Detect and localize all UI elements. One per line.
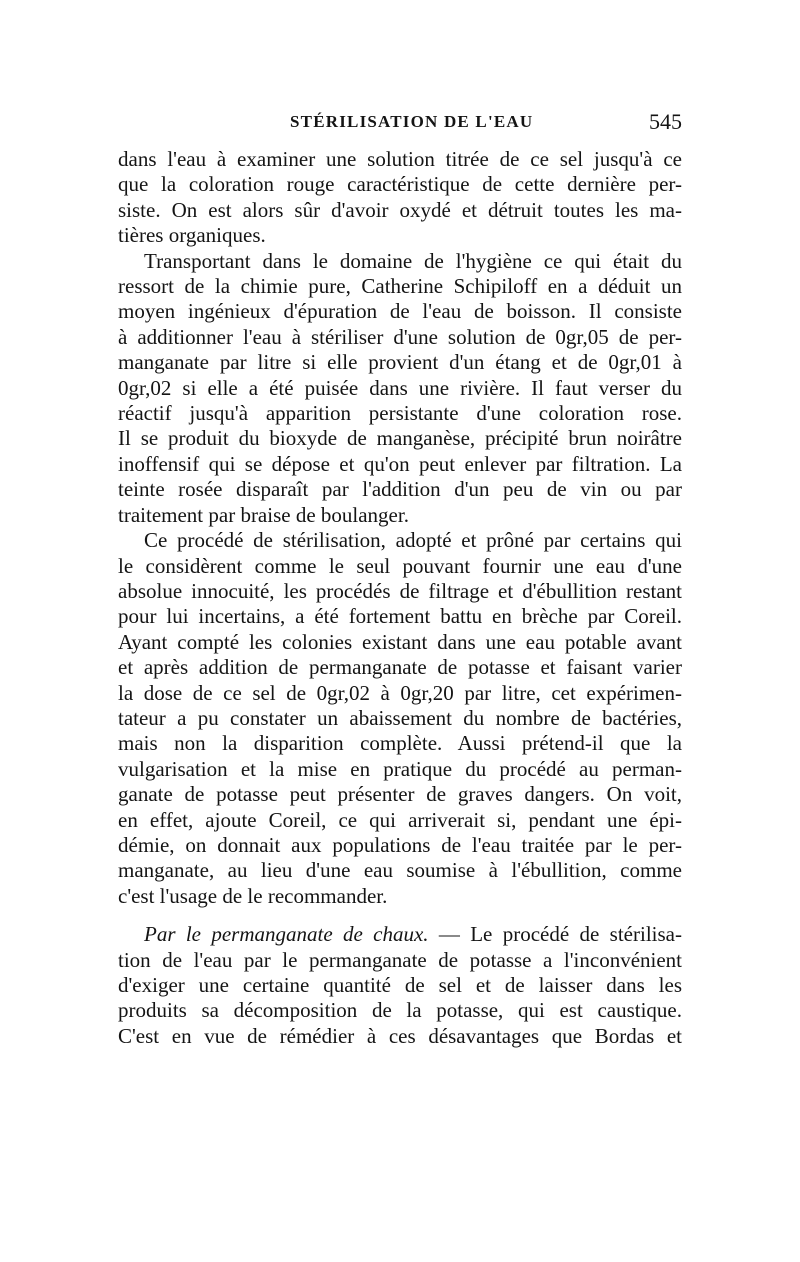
text-line: moyen ingénieux d'épuration de l'eau de boisson. Il consiste <box>118 299 682 324</box>
paragraph-continuation <box>118 147 682 249</box>
text-line: vulgarisation et la mise en pratique du procédé au perman- <box>118 756 682 781</box>
text-line: réactif jusqu'à apparition persistante d'une coloration rose. <box>118 401 682 426</box>
text-line: à additionner l'eau à stériliser d'une solution de 0gr,05 de per- <box>118 324 682 349</box>
paragraph-coreil <box>118 528 682 909</box>
text-line: mais non la disparition complète. Aussi prétend-il que la <box>118 731 682 756</box>
text-line: la dose de ce sel de 0gr,02 à 0gr,20 par litre, cet expérimen- <box>118 680 682 705</box>
text-run: — Le procédé de stérilisa- <box>428 922 682 947</box>
text-line: manganate par litre si elle provient d'un étang et de 0gr,01 à <box>118 350 682 375</box>
text-line: teinte rosée disparaît par l'addition d'un peu de vin ou par <box>118 477 682 502</box>
text-line: d'exiger une certaine quantité de sel et de laisser dans les <box>118 973 682 997</box>
text-line: tières organiques. <box>118 223 266 248</box>
page-number: 545 <box>649 109 682 134</box>
text-line: Transportant dans le domaine de l'hygiène ce qui était du <box>144 248 682 273</box>
running-title: STÉRILISATION DE L'EAU <box>290 112 534 131</box>
text-line: le considèrent comme le seul pouvant fournir une eau d'une <box>118 553 682 578</box>
text-line: 0gr,02 si elle a été puisée dans une rivière. Il faut verser du <box>118 375 682 400</box>
text-line: C'est en vue de rémédier à ces désavantages que Bordas et <box>118 1023 682 1048</box>
text-line: dans l'eau à examiner une solution titrée de ce sel jusqu'à ce <box>118 147 682 171</box>
text-line: et après addition de permanganate de potasse et faisant varier <box>118 655 682 680</box>
text-line: Il se produit du bioxyde de manganèse, précipité brun noirâtre <box>118 426 682 451</box>
text-line: inoffensif qui se dépose et qu'on peut enlever par filtration. La <box>118 451 682 476</box>
text-line: absolue innocuité, les procédés de filtrage et d'ébullition restant <box>118 578 682 603</box>
text-line: en effet, ajoute Coreil, ce qui arriverait si, pendant une épi- <box>118 807 682 832</box>
paragraph-permanganate-chaux <box>118 922 682 1049</box>
section-heading: Par le permanganate de chaux. <box>144 922 429 947</box>
text-line: que la coloration rouge caractéristique de cette dernière per- <box>118 172 682 197</box>
text-line: ganate de potasse peut présenter de graves dangers. On voit, <box>118 782 682 807</box>
text-line: démie, on donnait aux populations de l'eau traitée par le per- <box>118 832 682 857</box>
text-line: produits sa décomposition de la potasse, qui est caustique. <box>118 998 682 1023</box>
text-line: manganate, au lieu d'une eau soumise à l'ébullition, comme <box>118 858 682 883</box>
running-header <box>118 109 682 138</box>
body-text <box>118 147 682 1049</box>
paragraph-schipiloff <box>118 249 682 528</box>
text-line: tion de l'eau par le permanganate de potasse a l'inconvénient <box>118 947 682 972</box>
text-line: traitement par braise de boulanger. <box>118 502 409 527</box>
text-line: siste. On est alors sûr d'avoir oxydé et détruit toutes les ma- <box>118 197 682 222</box>
text-line <box>118 922 682 947</box>
text-line: tateur a pu constater un abaissement du nombre de bactéries, <box>118 705 682 730</box>
text-line: ressort de la chimie pure, Catherine Schipiloff en a déduit un <box>118 274 682 299</box>
text-line: Ayant compté les colonies existant dans une eau potable avant <box>118 629 682 654</box>
text-line: c'est l'usage de le recommander. <box>118 883 388 908</box>
text-line: Ce procédé de stérilisation, adopté et prôné par certains qui <box>144 528 682 553</box>
text-line: pour lui incertains, a été fortement battu en brèche par Coreil. <box>118 604 682 629</box>
